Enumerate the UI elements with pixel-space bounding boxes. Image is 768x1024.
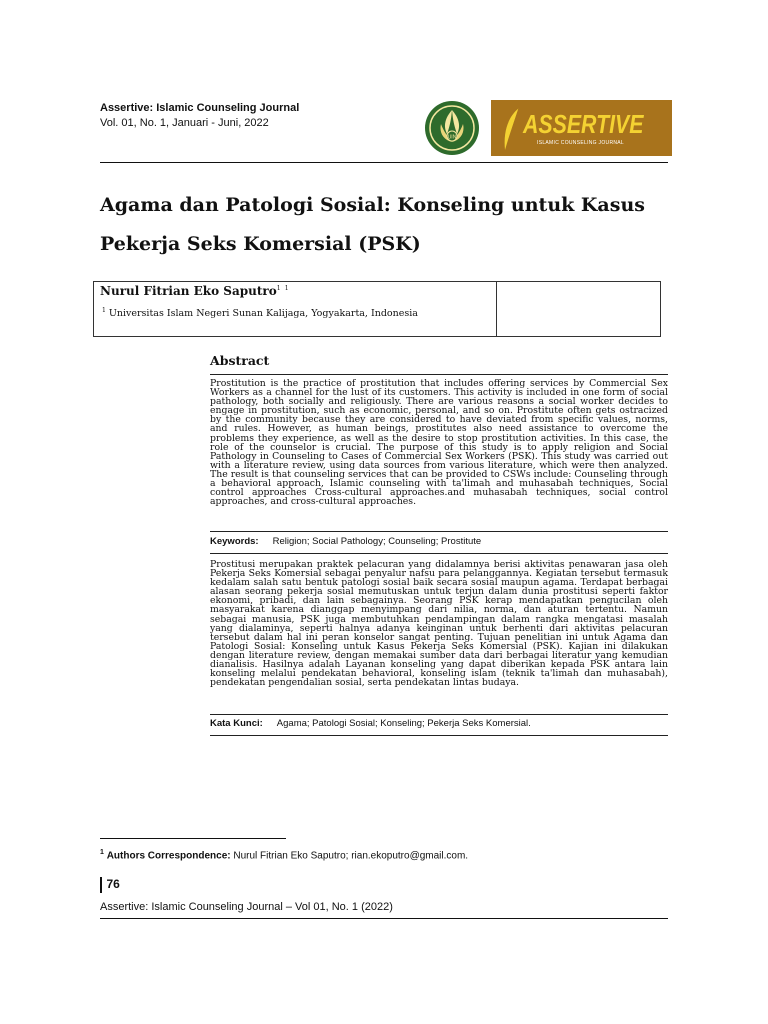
footer-rule bbox=[100, 918, 668, 919]
footnote-text: Nurul Fitrian Eko Saputro; rian.ekoputro@gmail.com. bbox=[233, 850, 469, 862]
keywords-line bbox=[210, 536, 481, 547]
abstract-english: Prostitution is the practice of prostitution that includes offering services by Commercial Sex Workers as a channel for the lust of its customers. This activity is included in one form of social pathology, both socially and religiously. There are various reasons a social worker decides to engage in prostitution, such as economic, personal, and so on. Prostitute often gets ostracized by the community because they are considered to have deviated from specific values, norms, and rules. However, as human beings, prostitutes also need assistance to overcome the problems they experience, as well as the desire to stop prostitution activities. In this case, the role of the counselor is crucial. The purpose of this study is to apply religion and Social Pathology in Counseling to Cases of Commercial Sex Workers (PSK). This study was carried out with a literature review, using data sources from various literature, which were then analyzed. The result is that counseling services that can be provided to CSWs include: Counseling through a behavioral approach, Islamic counseling with ta'limah and muhasabah techniques, Social control approaches Cross-cultural approaches.and muhasabah techniques, social control approaches, and cross-cultural approaches. bbox=[210, 378, 668, 508]
kata-kunci-line bbox=[210, 718, 531, 729]
affiliation-text: Universitas Islam Negeri Sunan Kalijaga, Yogyakarta, Indonesia bbox=[108, 308, 418, 320]
keywords-rule-bottom bbox=[210, 553, 668, 554]
assertive-logo bbox=[491, 100, 672, 156]
author-name bbox=[100, 284, 289, 298]
page-number-bar bbox=[100, 877, 102, 893]
author-name-text: Nurul Fitrian Eko Saputro bbox=[100, 284, 277, 298]
author-box bbox=[93, 281, 661, 337]
author-affiliation bbox=[102, 307, 418, 319]
footnote-mark: 1 bbox=[100, 849, 104, 856]
abstract-indonesian: Prostitusi merupakan praktek pelacuran yang didalamnya berisi aktivitas penawaran jasa oleh Pekerja Seks Komersial sebagai penyalur nafsu para pelanggannya. Kegiatan tersebut termasuk kedalam salah satu bentuk patologi sosial baik secara sosial maupun agama. Terdapat berbagai alasan seorang pekerja sosial memutuskan untuk terjun dalam dunia prostitusi seperti faktor ekonomi, pribadi, dan lain sebagainya. Seorang PSK kerap mendapatkan pengucilan oleh masyarakat karena dianggap menyimpang dari nilia, norma, dan aturan tertentu. Namun sebagai manusia, PSK juga membutuhkan pendampingan dalam rangka mengatasi masalah yang dialaminya, seperti halnya adanya keinginan untuk berhenti dari aktivitas pelacuran tersebut dalam hal ini peran konselor sangat penting. Tujuan penelitian ini untuk Agama dan Patologi Sosial: Konseling untuk Kasus Pekerja Seks Komersial (PSK). Kajian ini dilakukan dengan literature review, dengan memakai sumber data dari berbagai literatur yang kemudian dianalisis. Hasilnya adalah Layanan konseling yang dapat diberikan kepada PSK antara lain konseling melalui pendekatan behavioral, konseling islam (teknik ta'limah dan muhasabah), pendekatan pengendalian sosial, serta pendekatan lintas budaya. bbox=[210, 559, 668, 689]
journal-volume: Vol. 01, No. 1, Januari - Juni, 2022 bbox=[100, 117, 269, 129]
abstract-rule-top bbox=[210, 374, 668, 375]
footer-citation: Assertive: Islamic Counseling Journal – Vol 01, No. 1 (2022) bbox=[100, 901, 393, 913]
footnote-label: Authors Correspondence: bbox=[106, 850, 231, 862]
journal-name: Assertive: Islamic Counseling Journal bbox=[100, 102, 300, 114]
affiliation-mark: 1 bbox=[102, 307, 106, 314]
page-number-text: 76 bbox=[106, 877, 120, 892]
author-box-divider bbox=[496, 282, 497, 336]
footnote bbox=[100, 849, 468, 861]
assertive-logo-subtext: ISLAMIC COUNSELING JOURNAL bbox=[537, 140, 624, 146]
uin-logo-text: UIN bbox=[447, 134, 457, 141]
abstract-heading: Abstract bbox=[210, 353, 270, 368]
uin-logo bbox=[421, 100, 483, 156]
kata-kunci-text: Agama; Patologi Sosial; Konseling; Pekerja Seks Komersial. bbox=[276, 718, 531, 729]
page-number bbox=[100, 877, 120, 893]
keywords-text: Religion; Social Pathology; Counseling; Prostitute bbox=[272, 536, 482, 547]
kata-kunci-label: Kata Kunci: bbox=[210, 718, 263, 729]
article-title: Agama dan Patologi Sosial: Konseling untuk Kasus Pekerja Seks Komersial (PSK) bbox=[100, 194, 645, 255]
kata-kunci-rule-top bbox=[210, 714, 668, 715]
footnote-rule bbox=[100, 838, 286, 839]
author-name-sup: 1 bbox=[276, 285, 281, 292]
assertive-logo-text: ASSERTIVE bbox=[523, 109, 644, 139]
header-divider bbox=[100, 162, 668, 163]
author-name-sup-2: 1 bbox=[284, 285, 289, 292]
keywords-rule-top bbox=[210, 531, 668, 532]
keywords-label: Keywords: bbox=[210, 536, 259, 547]
kata-kunci-rule-bottom bbox=[210, 735, 668, 736]
